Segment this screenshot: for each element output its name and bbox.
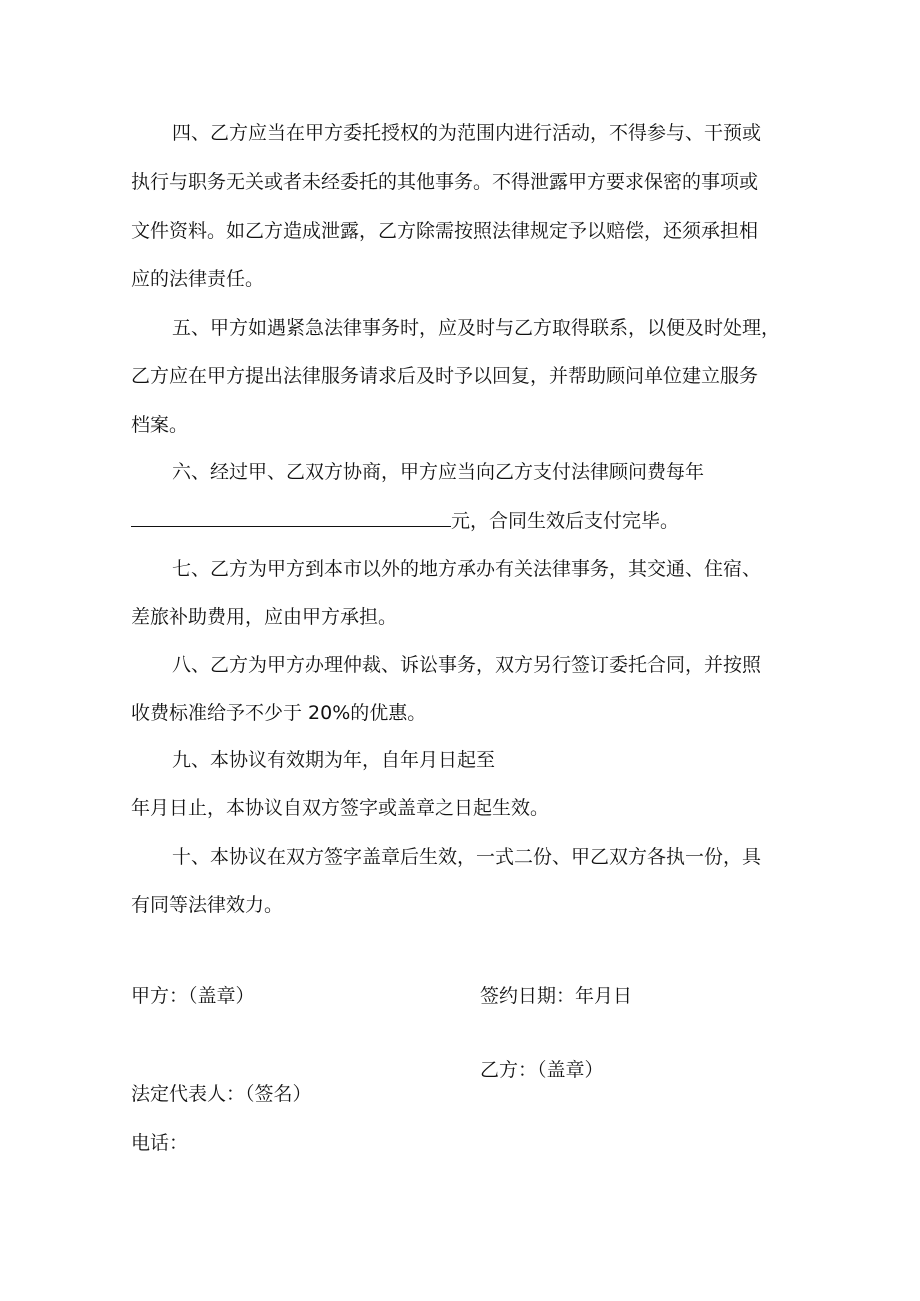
- clause-4-line-1: 四、乙方应当在甲方委托授权的为范围内进行活动，不得参与、干预或: [172, 122, 762, 144]
- clause-4-line-3: 文件资料。如乙方造成泄露，乙方除需按照法律规定予以赔偿，还须承担相: [131, 220, 759, 242]
- clause-4-line-4: 应的法律责任。: [131, 268, 265, 290]
- clause-7-line-1: 七、乙方为甲方到本市以外的地方承办有关法律事务，其交通、住宿、: [172, 558, 762, 580]
- clause-9-line-1: 九、本协议有效期为年，自年月日起至: [172, 749, 496, 771]
- clause-7-line-2: 差旅补助费用，应由甲方承担。: [131, 606, 398, 628]
- clause-5-line-2: 乙方应在甲方提出法律服务请求后及时予以回复，并帮助顾问单位建立服务: [131, 365, 759, 387]
- clause-10-line-1: 十、本协议在双方签字盖章后生效，一式二份、甲乙双方各执一份，具: [172, 846, 762, 868]
- clause-9-line-2: 年月日止，本协议自双方签字或盖章之日起生效。: [131, 797, 550, 819]
- sign-date: 签约日期：年月日: [480, 985, 633, 1007]
- phone-label: 电话：: [131, 1132, 189, 1154]
- clause-6-line-2-text: 元，合同生效后支付完毕。: [451, 510, 680, 532]
- legal-representative: 法定代表人：（签名）: [131, 1083, 312, 1105]
- clause-5-line-3: 档案。: [131, 414, 189, 436]
- fee-blank-line: [131, 508, 451, 527]
- clause-8-line-1: 八、乙方为甲方办理仲裁、诉讼事务，双方另行签订委托合同，并按照: [172, 654, 762, 676]
- party-b-seal: 乙方：（盖章）: [480, 1059, 604, 1081]
- clause-8-line-2: 收费标准给予不少于 20%的优惠。: [131, 702, 427, 724]
- clause-4-line-2: 执行与职务无关或者未经委托的其他事务。不得泄露甲方要求保密的事项或: [131, 171, 759, 193]
- party-a-seal: 甲方：（盖章）: [131, 985, 255, 1007]
- clause-10-line-2: 有同等法律效力。: [131, 894, 284, 916]
- clause-5-line-1: 五、甲方如遇紧急法律事务时，应及时与乙方取得联系，以便及时处理，: [172, 317, 781, 339]
- clause-6-line-2: [131, 508, 679, 533]
- clause-6-line-1: 六、经过甲、乙双方协商，甲方应当向乙方支付法律顾问费每年: [172, 461, 705, 483]
